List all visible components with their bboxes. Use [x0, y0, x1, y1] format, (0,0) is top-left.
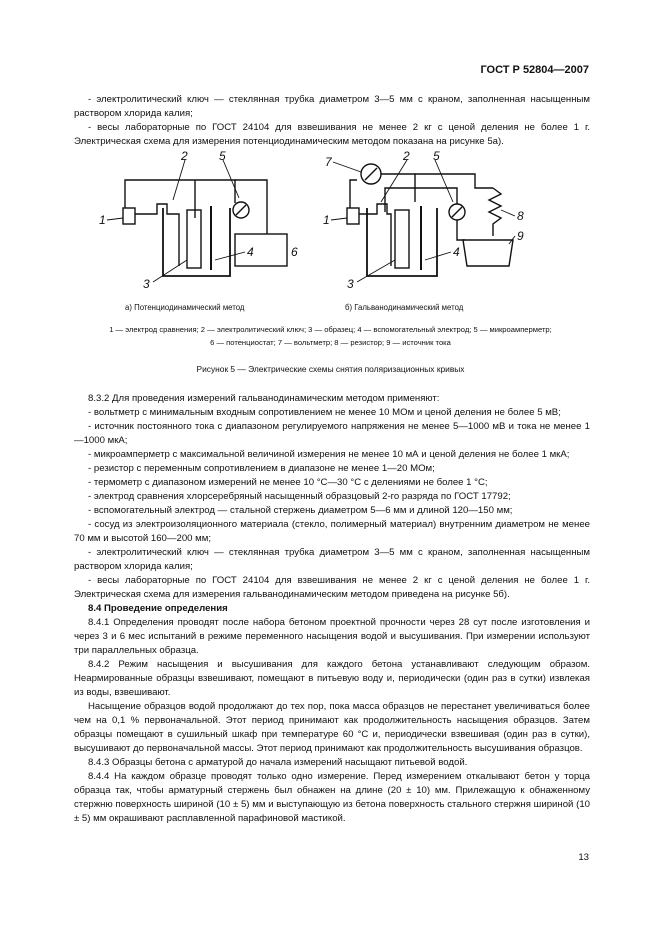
- wire: [125, 180, 235, 208]
- intro-item: - электролитический ключ — стеклянная трубка диаметром 3—5 мм с краном, заполненная насыщенным раствором хлорида калия;: [74, 94, 590, 119]
- intro-section: [74, 93, 590, 149]
- intro-item: - весы лабораторные по ГОСТ 24104 для взвешивания не менее 2 кг с ценой деления не более 1 г. Электрическая схема для измерения потенциодинамическим методом показана на рисунке 5а).: [74, 122, 590, 147]
- list-item: - микроамперметр с максимальной величиной измерения не менее 10 мА и ценой деления не более 1 мкА;: [88, 449, 570, 460]
- list-item: - электролитический ключ — стеклянная трубка диаметром 3—5 мм с краном, заполненная насыщенным раствором хлорида калия;: [74, 547, 590, 572]
- callout-label: 3: [143, 277, 150, 291]
- resistor: [489, 188, 501, 236]
- paragraph: 8.4.4 На каждом образце проводят только одно измерение. Перед измерением откалывают бетон у торца образца так, чтобы арматурный стержень был обнажен на длине (20 ± 10) мм. Прилежащую к обнаженному стержню поверхность шириной (10 ± 5) мм и выступающую из бетона поверхность стального стержня шириной (10 ± 5) мм окрашивают расплавленной парафиновой мастикой.: [74, 771, 590, 824]
- callout-label: 9: [517, 229, 524, 243]
- list-item: - термометр с диапазоном измерений не менее 10 °С—30 °С с делениями не более 1 °С;: [88, 477, 488, 488]
- paragraph: Насыщение образцов водой продолжают до тех пор, пока масса образцов не перестанет увеличиваться более чем на 0,1 % первоначальной. Этот период принимают как продолжительность насыщения образцов. Затем образцы помещают в сушильный шкаф при температуре 60 °С и, периодически взвешивая (один раз в сутки), высушивают до первоначальной массы. Этот период принимают как продолжительность высушивания образцов.: [74, 701, 590, 754]
- paragraph: 8.4.1 Определения проводят после набора бетоном проектной прочности через 28 сут после изготовления и через 3 и 6 мес испытаний в режиме переменного насыщения водой и высушивания. При измерении используют три параллельных образца.: [74, 617, 590, 656]
- list-item: - источник постоянного тока с диапазоном регулируемого напряжения не менее 5—1000 мВ и тока не менее 1—1000 мкА;: [74, 421, 590, 446]
- list-item: - электрод сравнения хлорсеребряный насыщенный образцовый 2-го разряда по ГОСТ 17792;: [88, 491, 511, 502]
- vessel: [367, 208, 437, 276]
- subfigure-label: б) Гальванодинамический метод: [345, 303, 464, 312]
- page-number: 13: [578, 852, 589, 863]
- figure-5-diagrams: [95, 148, 565, 318]
- specimen: [395, 210, 409, 268]
- list-item: - весы лабораторные по ГОСТ 24104 для взвешивания не менее 2 кг с ценой деления не более 1 г. Электрическая схема для измерения гальванодинамическим методом приведена на рисунке 5б).: [74, 575, 590, 600]
- subfigure-label: а) Потенциодинамический метод: [125, 303, 245, 312]
- vessel: [163, 208, 230, 276]
- callout-label: 6: [291, 245, 298, 259]
- callout-label: 5: [219, 149, 226, 163]
- reference-electrode: [347, 208, 359, 224]
- wire: [235, 180, 267, 234]
- paragraph: 8.3.2 Для проведения измерений гальванодинамическим методом применяют:: [88, 393, 440, 404]
- callout-label: 8: [517, 209, 524, 223]
- figure-title: Рисунок 5 — Электрические схемы снятия поляризационных кривых: [196, 364, 465, 374]
- paragraph: 8.4.2 Режим насыщения и высушивания для каждого бетона устанавливают следующим образом. Неармированные образцы взвешивают, помещают в питьевую воду и, периодически (один раз в сутки) извлекая из воды, взвешивают.: [74, 659, 590, 698]
- standard-number: ГОСТ Р 52804—2007: [480, 64, 589, 76]
- callout-label: 2: [181, 149, 188, 163]
- list-item: - вольтметр с минимальным входным сопротивлением не менее 10 МОм и ценой деления не более 5 мВ;: [88, 407, 561, 418]
- list-item: - сосуд из электроизоляционного материала (стекло, полимерный материал) внутренним диаметром не менее 70 мм и высотой 160—200 мм;: [74, 519, 590, 544]
- callout-label: 3: [347, 277, 354, 291]
- callout-label: 2: [403, 149, 410, 163]
- wire: [415, 174, 493, 188]
- wire: [350, 180, 357, 208]
- callout-label: 5: [433, 149, 440, 163]
- figure-legend: 6 — потенциостат; 7 — вольтметр; 8 — резистор; 9 — источник тока: [210, 338, 451, 347]
- callout-label: 7: [325, 155, 332, 169]
- wire: [457, 220, 465, 240]
- section-heading: 8.4 Проведение определения: [88, 603, 228, 614]
- figure-legend: 1 — электрод сравнения; 2 — электролитический ключ; 3 — образец; 4 — вспомогательный электрод; 5 — микроамперметр;: [109, 325, 552, 334]
- reference-electrode: [123, 208, 135, 224]
- electrolytic-key: [359, 204, 391, 266]
- list-item: - вспомогательный электрод — стальной стержень диаметром 5—6 мм и длиной 120—150 мм;: [88, 505, 513, 516]
- callout-label: 1: [99, 213, 106, 227]
- callout-label: 1: [323, 213, 330, 227]
- body-section: [74, 392, 590, 826]
- electrolytic-key: [135, 204, 179, 266]
- potentiostat: [235, 234, 287, 266]
- paragraph: 8.4.3 Образцы бетона с арматурой до начала измерений насыщают питьевой водой.: [88, 757, 468, 768]
- callout-label: 4: [247, 245, 254, 259]
- callout-label: 4: [453, 245, 460, 259]
- specimen: [187, 210, 201, 268]
- current-source: [463, 240, 513, 266]
- list-item: - резистор с переменным сопротивлением в диапазоне не менее 1—20 МОм;: [88, 463, 435, 474]
